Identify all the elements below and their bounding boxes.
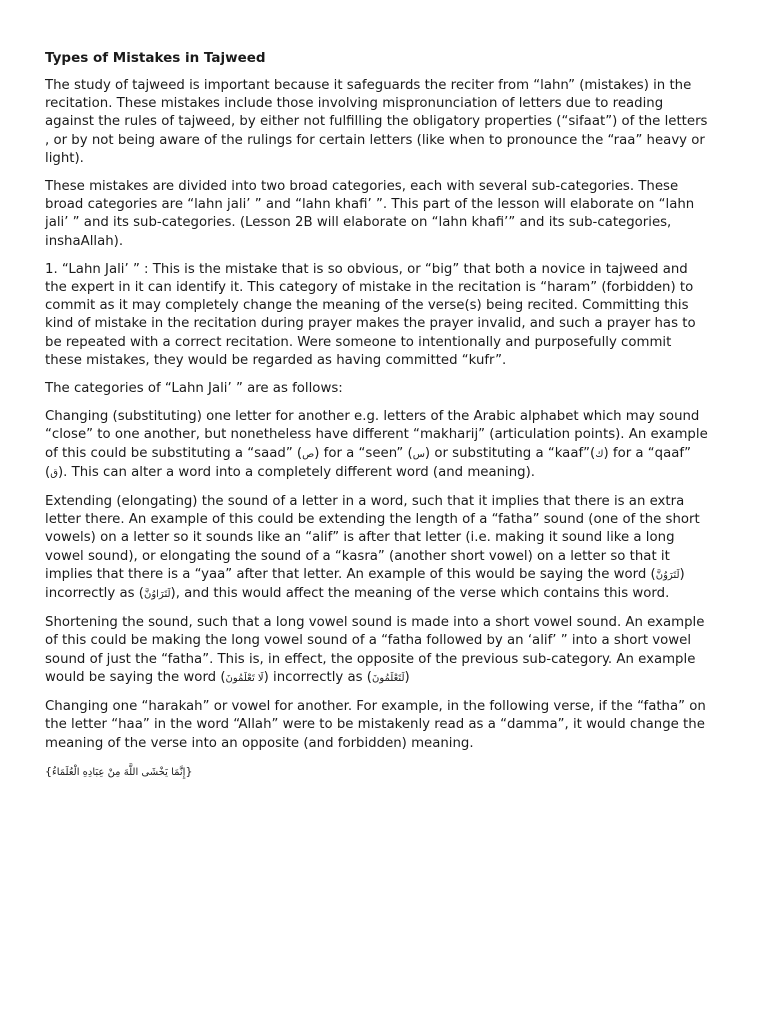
elongation-paragraph xyxy=(45,493,710,604)
substitution-paragraph xyxy=(45,408,710,483)
verse-close-brace: } xyxy=(185,764,193,778)
document-title: Types of Mistakes in Tajweed xyxy=(45,50,266,66)
lahn-jali-paragraph: 1. “Lahn Jali’ ” : This is the mistake that is so obvious, or “big” that both a novice in tajweed and the expert in it can identify it. This category of mistake in the recitation is “haram” (forbidden) to commit as it may completely change the meaning of the verse(s) being recited. Committing this kind of mistake in the recitation during prayer makes the prayer invalid, and such a prayer has to be repeated with a correct recitation. Were someone to intentionally and purposefully commit these mistakes, they would be regarded as having committed “kufr”. xyxy=(45,261,696,368)
categories-list-intro: The categories of “Lahn Jali’ ” are as follows: xyxy=(45,381,343,397)
document-page xyxy=(45,48,710,792)
categories-paragraph: These mistakes are divided into two broad categories, each with several sub-categories. These broad categories are “lahn jali’ ” and “lahn khafi’ ”. This part of the lesson will elaborate on “lahn jali’ ” and its sub-categories. (Lesson 2B will elaborate on “lahn khafi’” and its sub-categories, inshaAllah). xyxy=(45,179,695,249)
arabic-letter-seen: س xyxy=(412,448,425,460)
quran-verse xyxy=(45,763,710,782)
text-segment: Extending (elongating) the sound of a letter in a word, such that it implies that there is an extra letter there. An example of this could be extending the length of a “fatha” sound (one of the short vowels) on a letter so it sounds like an “alif” is after that letter (i.e. making it sound like a long vowel sound), or elongating the sound of a “kasra” (another short vowel) on a letter so that it implies that there is a “yaa” after that letter. An example of this would be saying the word ( xyxy=(45,494,700,582)
text-segment: ) or substituting a “kaaf”( xyxy=(424,445,596,461)
text-segment: ) incorrectly as ( xyxy=(263,669,372,685)
shortening-paragraph xyxy=(45,614,710,688)
arabic-word-correct: لَا تَعْلَمُونَ xyxy=(225,672,264,684)
text-segment: ) xyxy=(404,669,410,685)
arabic-letter-saad: ص xyxy=(302,448,315,460)
verse-open-brace: { xyxy=(45,764,52,778)
intro-paragraph: The study of tajweed is important because it safeguards the reciter from “lahn” (mistakes) in the recitation. These mistakes include those involving mispronunciation of letters due to reading against the rules of tajweed, by either not fulfilling the obligatory properties (“sifaat”) of the letters , or by not being aware of the rulings for certain letters (like when to pronounce the “raa” heavy or light). xyxy=(45,78,708,166)
arabic-word-incorrect: لَتَرَاوُنَّ xyxy=(143,589,171,601)
text-segment: Changing (substituting) one letter for another e.g. letters of the Arabic alphabet which may sound “close” to one another, but nonetheless have different “makharij” (articulation points). An example of this could be substituting a “saad” ( xyxy=(45,409,708,461)
arabic-word-correct: لَتَرَوُنَّ xyxy=(655,569,680,581)
arabic-letter-kaaf: ك xyxy=(595,448,604,460)
text-segment: ). This can alter a word into a completely different word (and meaning). xyxy=(57,464,536,480)
verse-arabic-text: إِنَّمَا يَخْشَى اللَّهَ مِنْ عِبَادِهِ الْعُلَمَاءُ xyxy=(52,766,186,778)
arabic-word-incorrect: لَتَعْلَمُونَ xyxy=(372,672,405,684)
text-segment: ) for a “qaaf” ( xyxy=(45,445,691,480)
text-segment: ) for a “seen” ( xyxy=(314,445,413,461)
arabic-letter-qaaf: ق xyxy=(50,467,58,479)
text-segment: ) incorrectly as ( xyxy=(45,566,685,602)
harakah-paragraph: Changing one “harakah” or vowel for another. For example, in the following verse, if the “fatha” on the letter “haa” in the word “Allah” were to be mistakenly read as a “damma”, it would change the meaning of the verse into an opposite (and forbidden) meaning. xyxy=(45,699,706,751)
text-segment: ), and this would affect the meaning of the verse which contains this word. xyxy=(170,586,670,602)
text-segment: Shortening the sound, such that a long vowel sound is made into a short vowel sound. An example of this could be making the long vowel sound of a “fatha followed by an ‘alif’ ” into a short vowel sound of just the “fatha”. This is, in effect, the opposite of the previous sub-category. An example would be saying the word ( xyxy=(45,615,705,685)
